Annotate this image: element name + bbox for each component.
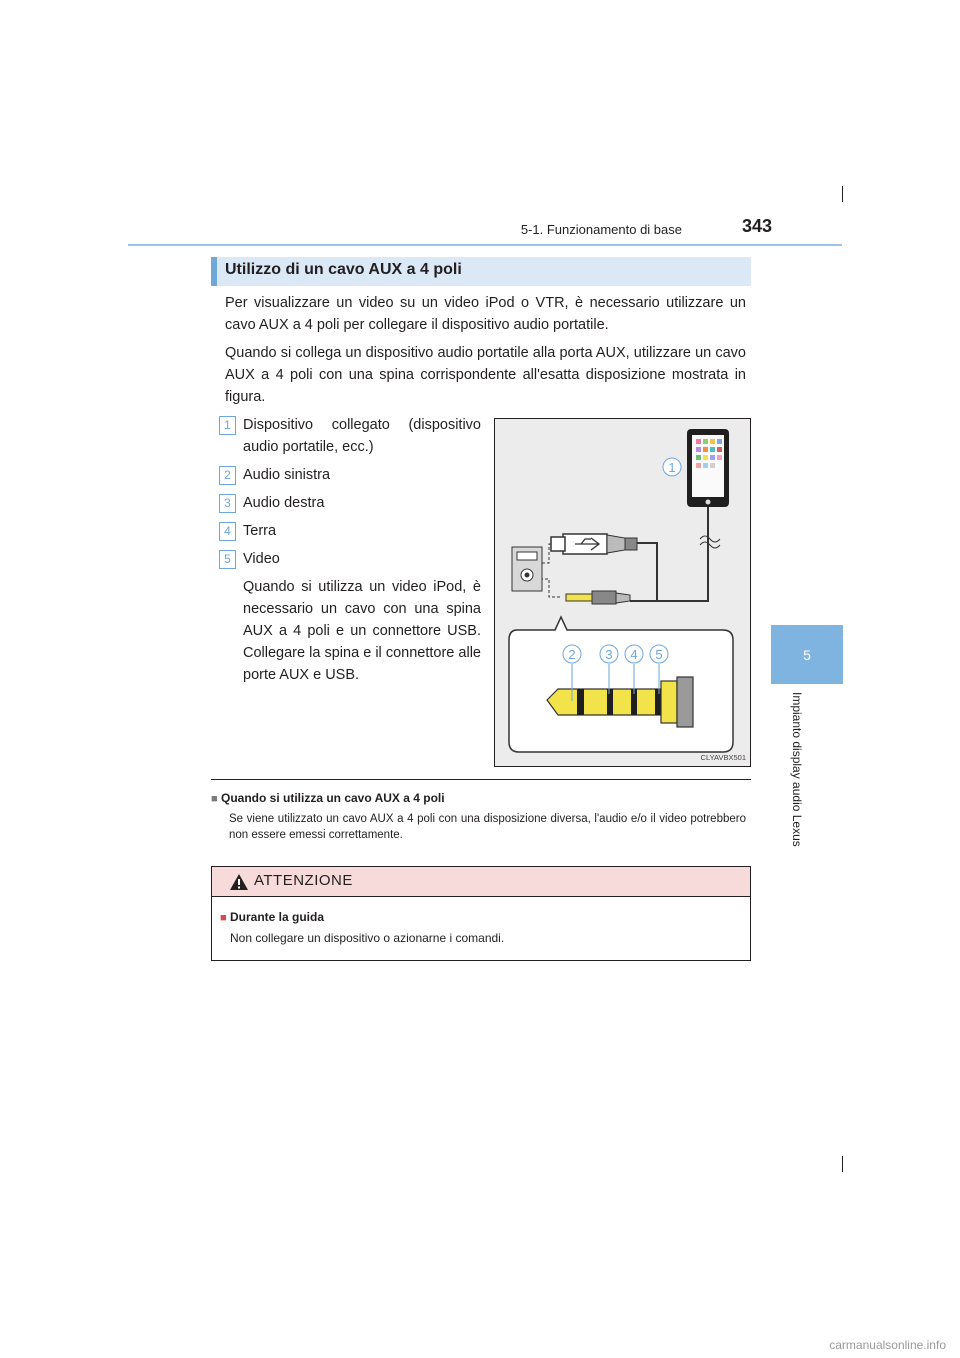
callout-2: 2 [568,647,576,662]
section-label: 5-1. Funzionamento di base [520,222,682,237]
connection-diagram [494,418,751,767]
warning-triangle-icon [229,873,249,891]
callout-4: 4 [630,647,638,662]
list-item-text: Dispositivo collegato (dispositivo audio portatile, ecc.) [243,417,481,455]
crop-mark-top [842,186,843,202]
portable-device-icon [687,429,729,507]
note-title [211,791,445,805]
warning-box [211,866,751,961]
list-item-text: Video [243,551,280,567]
list-item [215,548,481,570]
warning-text: Non collegare un dispositivo o azionarne i comandi. [230,931,505,945]
list-item-text: Audio destra [243,495,325,511]
note-title-text: Quando si utilizza un cavo AUX a 4 poli [221,791,445,805]
warning-subtitle-text: Durante la guida [230,910,325,924]
list-item-text: Terra [243,523,277,539]
warning-subtitle [220,910,324,924]
number-badge: 2 [219,466,236,485]
usb-connector-icon [551,534,637,554]
list-item [215,520,481,542]
number-badge: 4 [219,522,236,541]
divider-line [211,779,751,780]
section-heading-accent [211,257,217,286]
chapter-tab [771,625,843,684]
number-badge: 1 [219,416,236,435]
warning-header [212,867,750,897]
note-body: Se viene utilizzato un cavo AUX a 4 poli con una disposizione diversa, l'audio e/o il video potrebbero non essere emessi correttamente. [229,813,746,841]
header-rule [128,244,842,246]
square-bullet-icon: ■ [220,912,227,924]
callout-5: 5 [655,647,663,662]
chapter-number: 5 [803,646,811,663]
list-item [215,414,481,458]
page-number: 343 [742,216,773,236]
watermark: carmanualsonline.info [829,1338,946,1352]
crop-mark-bottom [842,1156,843,1172]
intro-paragraph-2: Quando si collega un dispositivo audio portatile alla porta AUX, utilizzare un cavo AUX a 4 poli con una spina corrispondente all'esatta disposizione mostrata in figura. [225,345,746,405]
section-heading: Utilizzo di un cavo AUX a 4 poli [225,261,462,278]
number-badge: 5 [219,550,236,569]
list-item [215,492,481,514]
list-item [215,464,481,486]
intro-paragraph-1: Per visualizzare un video su un video iPod o VTR, è necessario utilizzare un cavo AUX a 4 poli per collegare il dispositivo audio portatile. [225,295,746,333]
callout-1: 1 [668,460,676,475]
chapter-title: Impianto display audio Lexus [790,692,804,847]
callout-3: 3 [605,647,613,662]
list-item-text: Audio sinistra [243,467,331,483]
video-note [215,576,481,686]
aux-plug-small-icon [566,591,630,604]
aux-usb-port-icon [512,547,542,591]
warning-title: ATTENZIONE [254,872,353,889]
figure-id: CLYAVBX501 [700,753,746,762]
number-badge: 3 [219,494,236,513]
video-note-text: Quando si utilizza un video iPod, è necessario un cavo con una spina AUX a 4 poli e un connettore USB. Collegare la spina e il connettore alle porte AUX e USB. [243,579,481,683]
square-bullet-icon: ■ [211,793,218,805]
